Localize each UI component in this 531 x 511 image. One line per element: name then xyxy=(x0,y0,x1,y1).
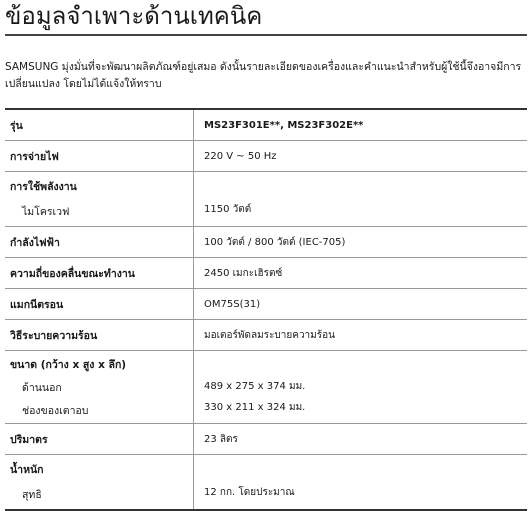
intro-line-1: SAMSUNG มุ่งมั่นที่จะพัฒนาผลิตภัณฑ์อยู่เสมอ ดังนั้นรายละเอียดของเครื่องและคำแนะนำสำหรับผู้ใช้นี้จึงอาจมีการ xyxy=(5,61,522,73)
weight-cell-value xyxy=(194,455,528,511)
cooling-label: วิธีระบายความร้อน xyxy=(5,320,194,351)
power-output-value: 100 วัตต์ / 800 วัตต์ (IEC-705) xyxy=(194,227,528,258)
frequency-label: ความถี่ของคลื่นขณะทำงาน xyxy=(5,258,194,289)
cavity-sub-label: ช่องของเตาอบ xyxy=(22,404,89,417)
magnetron-value: OM75S(31) xyxy=(194,289,528,320)
spec-row-power-output xyxy=(5,227,527,258)
power-consumption-label: การใช้พลังงาน xyxy=(10,181,77,193)
dimensions-cell xyxy=(5,351,194,424)
spec-row-cooling xyxy=(5,320,527,351)
outside-value: 489 x 275 x 374 มม. xyxy=(204,380,306,392)
power-output-label: กำลังไฟฟ้า xyxy=(5,227,194,258)
model-value: MS23F301E**, MS23F302E** xyxy=(194,109,528,141)
cooling-value: มอเตอร์พัดลมระบายความร้อน xyxy=(194,320,528,351)
dimensions-cell-value xyxy=(194,351,528,424)
power-supply-value: 220 V ~ 50 Hz xyxy=(194,141,528,172)
intro-line-2: เปลี่ยนแปลง โดยไม่ได้แจ้งให้ทราบ xyxy=(5,78,162,90)
spec-row-frequency xyxy=(5,258,527,289)
power-consumption-cell xyxy=(5,172,194,227)
title-underline xyxy=(5,34,527,36)
dimensions-label: ขนาด (กว้าง x สูง x ลึก) xyxy=(10,358,127,371)
volume-value: 23 ลิตร xyxy=(194,424,528,455)
spec-row-power-supply xyxy=(5,141,527,172)
power-supply-label: การจ่ายไฟ xyxy=(5,141,194,172)
spec-table xyxy=(5,108,527,511)
weight-value: 12 กก. โดยประมาณ xyxy=(204,486,295,498)
intro-paragraph xyxy=(5,59,527,93)
net-sub-label: สุทธิ xyxy=(22,489,42,501)
magnetron-label: แมกนีตรอน xyxy=(5,289,194,320)
spec-row-weight xyxy=(5,455,527,511)
spec-row-power-consumption xyxy=(5,172,527,227)
frequency-value: 2450 เมกะเฮิรตซ์ xyxy=(194,258,528,289)
volume-label: ปริมาตร xyxy=(5,424,194,455)
microwave-sub-label: ไมโครเวฟ xyxy=(22,206,70,218)
model-label: รุ่น xyxy=(5,109,194,141)
power-consumption-cell-value xyxy=(194,172,528,227)
spec-row-dimensions xyxy=(5,351,527,424)
weight-label: น้ำหนัก xyxy=(10,464,44,476)
cavity-value: 330 x 211 x 324 มม. xyxy=(204,401,306,413)
outside-sub-label: ด้านนอก xyxy=(22,381,62,394)
spec-row-model xyxy=(5,109,527,141)
weight-cell xyxy=(5,455,194,511)
page-title: ข้อมูลจำเพาะด้านเทคนิค xyxy=(5,2,263,30)
spec-row-magnetron xyxy=(5,289,527,320)
power-consumption-value: 1150 วัตต์ xyxy=(204,203,252,215)
spec-row-volume xyxy=(5,424,527,455)
